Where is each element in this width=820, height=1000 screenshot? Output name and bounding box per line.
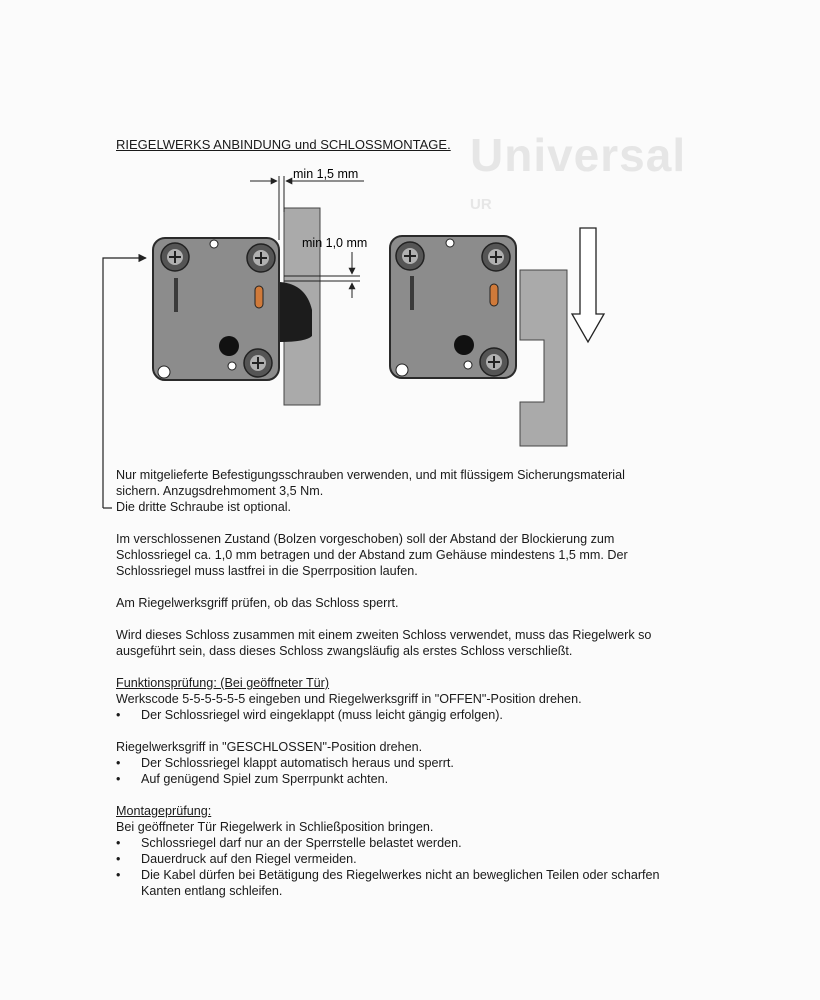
bolt-gap-label: min 1,0 mm xyxy=(302,236,368,250)
bleed-through-subtitle: UR xyxy=(470,196,492,213)
section-heading: RIEGELWERKS ANBINDUNG und SCHLOSSMONTAGE. xyxy=(116,137,451,152)
closed-state-paragraph xyxy=(116,531,628,579)
function-test-title: Funktionsprüfung: (Bei geöffneter Tür) xyxy=(116,676,330,690)
mounting-test-section xyxy=(116,803,660,899)
second-lock-line: ausgeführt sein, dass dieses Schloss zwangsläufig als erstes Schloss verschließt. xyxy=(116,644,573,658)
list-item xyxy=(116,707,582,723)
list-item-text: Der Schlossriegel wird eingeklappt (muss leicht gängig erfolgen). xyxy=(141,708,503,722)
list-item xyxy=(116,835,660,851)
list-item-text: Dauerdruck auf den Riegel vermeiden. xyxy=(141,852,357,866)
closed-state-line: Schlossriegel ca. 1,0 mm betragen und der Abstand zum Gehäuse mindestens 1,5 mm. Der xyxy=(116,548,628,562)
check-lock-line: Am Riegelwerksgriff prüfen, ob das Schloss sperrt. xyxy=(116,596,399,610)
list-item xyxy=(116,851,660,867)
closed-position-intro: Riegelwerksgriff in "GESCHLOSSEN"-Position drehen. xyxy=(116,740,423,754)
list-item xyxy=(116,867,660,899)
list-item-line: Kanten entlang schleifen. xyxy=(141,884,283,898)
bleed-through-title: Universal xyxy=(470,129,687,181)
list-item-text: Auf genügend Spiel zum Sperrpunkt achten. xyxy=(141,772,389,786)
mounting-test-intro: Bei geöffneter Tür Riegelwerk in Schließposition bringen. xyxy=(116,820,434,834)
mounting-test-title: Montageprüfung: xyxy=(116,804,212,818)
list-item-text: Der Schlossriegel klappt automatisch heraus und sperrt. xyxy=(141,756,454,770)
function-test-section xyxy=(116,675,582,723)
list-item xyxy=(116,755,454,771)
second-lock-paragraph xyxy=(116,627,651,659)
list-item-text xyxy=(141,867,660,899)
lock-left-closed xyxy=(153,208,320,405)
housing-gap-label: min 1,5 mm xyxy=(293,167,359,181)
list-item-line: Die Kabel dürfen bei Betätigung des Riegelwerkes nicht an beweglichen Teilen oder scharfen xyxy=(141,868,660,882)
second-lock-line: Wird dieses Schloss zusammen mit einem zweiten Schloss verwendet, muss das Riegelwerk so xyxy=(116,628,652,642)
function-test-intro: Werkscode 5-5-5-5-5-5 eingeben und Riegelwerksgriff in "OFFEN"-Position drehen. xyxy=(116,692,582,706)
screw-note-line: Nur mitgelieferte Befestigungsschrauben verwenden, und mit flüssigem Sicherungsmaterial xyxy=(116,468,625,482)
screw-note xyxy=(116,467,625,515)
list-item-text: Schlossriegel darf nur an der Sperrstelle belastet werden. xyxy=(141,836,462,850)
list-item xyxy=(116,771,454,787)
down-arrow-icon xyxy=(572,228,604,342)
screw-note-line: sichern. Anzugsdrehmoment 3,5 Nm. xyxy=(116,484,324,498)
closed-state-line: Im verschlossenen Zustand (Bolzen vorgeschoben) soll der Abstand der Blockierung zum xyxy=(116,532,615,546)
check-lock-paragraph xyxy=(116,595,399,611)
lock-right-open xyxy=(390,236,567,446)
closed-position-section xyxy=(116,739,454,787)
closed-state-line: Schlossriegel muss lastfrei in die Sperrposition laufen. xyxy=(116,564,418,578)
screw-note-line: Die dritte Schraube ist optional. xyxy=(116,500,292,514)
